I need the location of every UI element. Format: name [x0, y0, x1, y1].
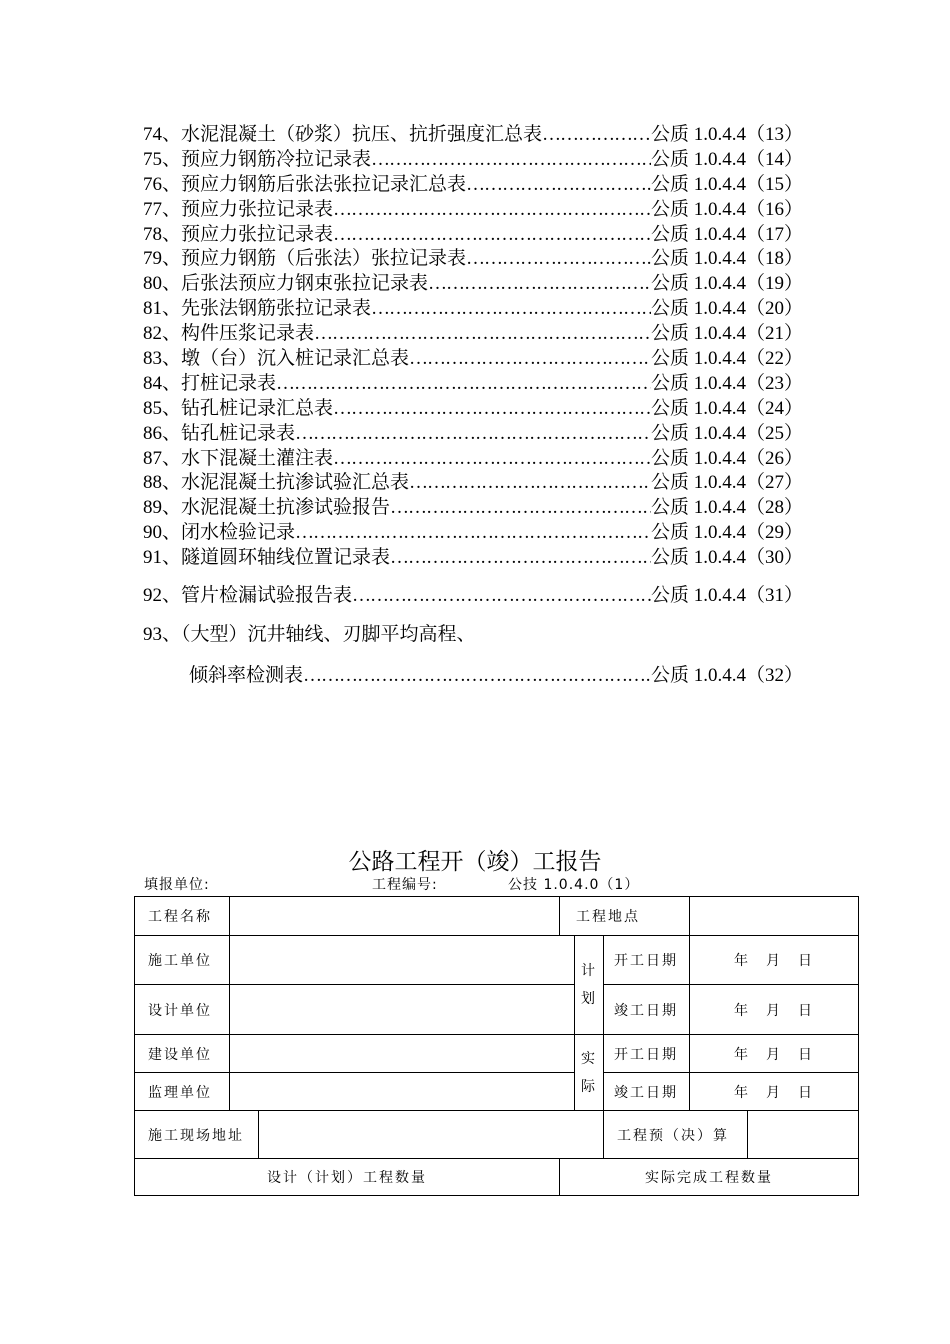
toc-item: 82、构件压浆记录表 …………………………………………………………………………………………………………… 公质 1.0.4.4（21）	[143, 322, 803, 347]
budget-label: 工程预（决）算	[604, 1111, 748, 1159]
plan-start-date-label: 开工日期	[604, 936, 690, 985]
construction-unit-value[interactable]	[230, 936, 575, 985]
toc-item: 91、隧道圆环轴线位置记录表 …………………………………………………………………………………………………………… 公质 1.0.4.4（30）	[143, 546, 803, 571]
toc-item: 80、后张法预应力钢束张拉记录表 …………………………………………………………………………………………………………… 公质 1.0.4.4（19）	[143, 272, 803, 297]
project-name-label: 工程名称	[135, 897, 230, 936]
owner-unit-label: 建设单位	[135, 1035, 230, 1073]
toc-item: 83、墩（台）沉入桩记录汇总表 …………………………………………………………………………………………………………… 公质 1.0.4.4（22）	[143, 347, 803, 372]
project-number-label: 工程编号:	[372, 877, 438, 893]
construction-unit-label: 施工单位	[135, 936, 230, 985]
toc-item: 88、水泥混凝土抗渗试验汇总表 …………………………………………………………………………………………………………… 公质 1.0.4.4（27）	[143, 471, 803, 496]
toc-item: 77、预应力张拉记录表 …………………………………………………………………………………………………………… 公质 1.0.4.4（16）	[143, 198, 803, 223]
toc-item: 81、先张法钢筋张拉记录表 …………………………………………………………………………………………………………… 公质 1.0.4.4（20）	[143, 297, 803, 322]
toc-item: 85、钻孔桩记录汇总表 …………………………………………………………………………………………………………… 公质 1.0.4.4（24）	[143, 397, 803, 422]
form-code: 公技 1.0.4.0（1）	[508, 877, 640, 893]
toc-item: 76、预应力钢筋后张法张拉记录汇总表 …………………………………………………………………………………………………………… 公质 1.0.4.4（15）	[143, 173, 803, 198]
actual-label: 实际	[575, 1035, 604, 1111]
project-name-value[interactable]	[230, 897, 560, 936]
project-location-value[interactable]	[690, 897, 859, 936]
site-address-value[interactable]	[259, 1111, 604, 1159]
toc-item: 89、水泥混凝土抗渗试验报告 …………………………………………………………………………………………………………… 公质 1.0.4.4（28）	[143, 496, 803, 521]
toc-item: 87、水下混凝土灌注表 …………………………………………………………………………………………………………… 公质 1.0.4.4（26）	[143, 447, 803, 472]
actual-start-date-value[interactable]: 年 月 日	[690, 1035, 859, 1073]
toc-item: 84、打桩记录表 …………………………………………………………………………………………………………… 公质 1.0.4.4（23）	[143, 372, 803, 397]
plan-label: 计划	[575, 936, 604, 1035]
plan-start-date-value[interactable]: 年 月 日	[690, 936, 859, 985]
plan-end-date-label: 竣工日期	[604, 985, 690, 1035]
toc-item: 79、预应力钢筋（后张法）张拉记录表 …………………………………………………………………………………………………………… 公质 1.0.4.4（18）	[143, 247, 803, 272]
report-form-table	[134, 896, 859, 1196]
toc-item: 78、预应力张拉记录表 …………………………………………………………………………………………………………… 公质 1.0.4.4（17）	[143, 223, 803, 248]
budget-value[interactable]	[748, 1111, 859, 1159]
actual-start-date-label: 开工日期	[604, 1035, 690, 1073]
design-unit-value[interactable]	[230, 985, 575, 1035]
fill-unit-label: 填报单位:	[144, 877, 210, 893]
supervision-unit-value[interactable]	[230, 1073, 575, 1111]
form-title: 公路工程开（竣）工报告	[348, 849, 602, 874]
design-unit-label: 设计单位	[135, 985, 230, 1035]
project-location-label: 工程地点	[560, 897, 690, 936]
actual-end-date-value[interactable]: 年 月 日	[690, 1073, 859, 1111]
toc-list	[143, 123, 803, 696]
site-address-label: 施工现场地址	[135, 1111, 259, 1159]
toc-item-93-line1: 93、（大型）沉井轴线、刃脚平均高程、	[143, 623, 476, 645]
toc-item: 86、钻孔桩记录表 …………………………………………………………………………………………………………… 公质 1.0.4.4（25）	[143, 422, 803, 447]
toc-item: 92、管片检漏试验报告表 …………………………………………………………………………………………………………… 公质 1.0.4.4（31）	[143, 584, 803, 609]
toc-item: 75、预应力钢筋冷拉记录表 …………………………………………………………………………………………………………… 公质 1.0.4.4（14）	[143, 148, 803, 173]
plan-end-date-value[interactable]: 年 月 日	[690, 985, 859, 1035]
actual-quantity-header: 实际完成工程数量	[560, 1159, 859, 1196]
actual-end-date-label: 竣工日期	[604, 1073, 690, 1111]
design-quantity-header: 设计（计划）工程数量	[135, 1159, 560, 1196]
owner-unit-value[interactable]	[230, 1035, 575, 1073]
toc-item: 90、闭水检验记录 …………………………………………………………………………………………………………… 公质 1.0.4.4（29）	[143, 521, 803, 546]
supervision-unit-label: 监理单位	[135, 1073, 230, 1111]
toc-item-93-line2: 倾斜率检测表 …………………………………………………………………………………………………………… 公质 1.0.4.4（32）	[143, 656, 803, 696]
toc-item: 74、水泥混凝土（砂浆）抗压、抗折强度汇总表 …………………………………………………………………………………………………………… 公质 1.0.4.4（13）	[143, 123, 803, 148]
